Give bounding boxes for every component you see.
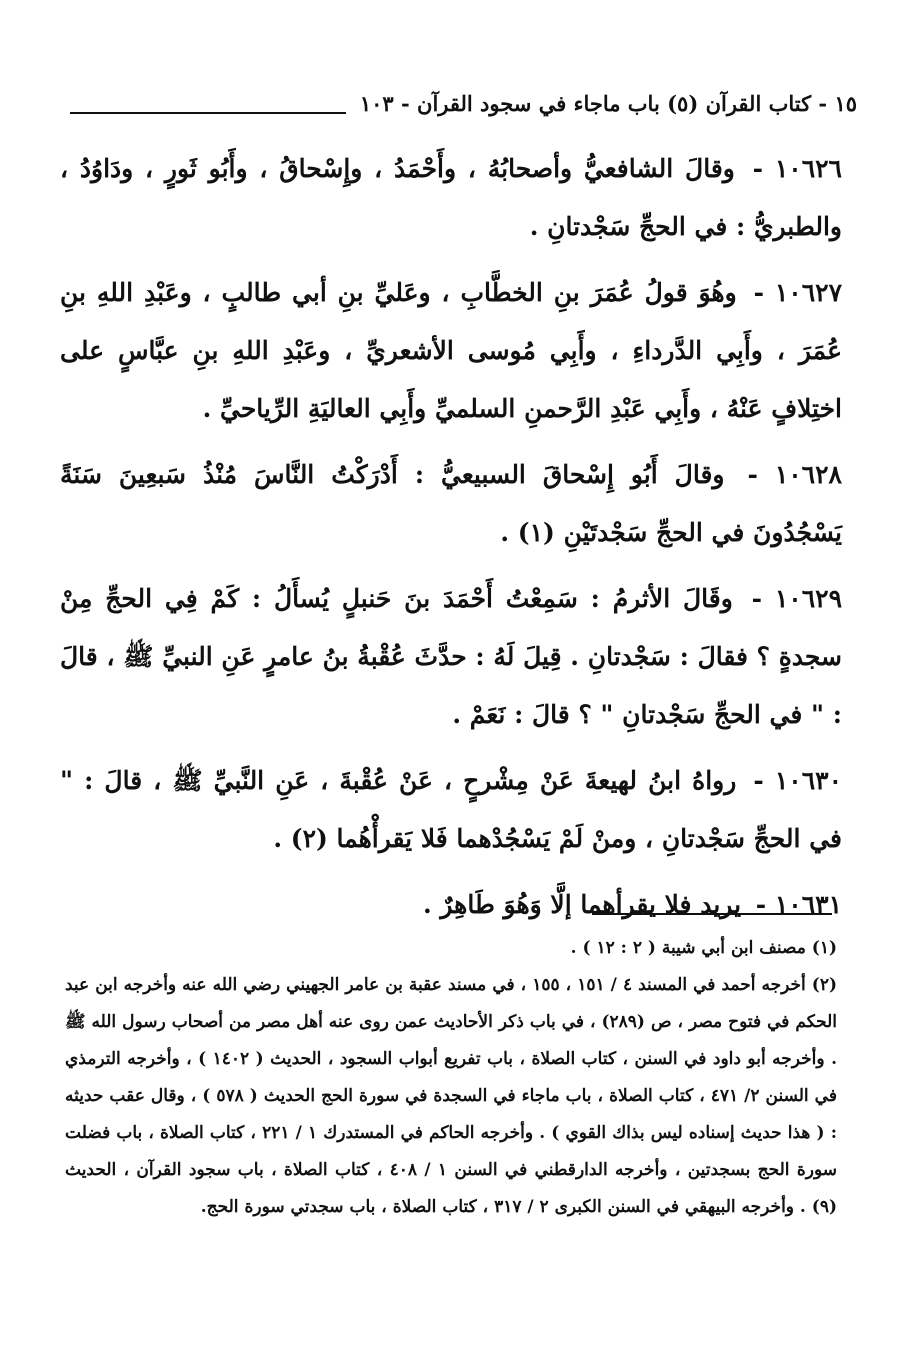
paragraph-10630 (60, 752, 842, 868)
paragraph-text: وقَالَ الأثرمُ : سَمِعْتُ أَحْمَدَ بنَ حَنبلٍ يُسأَلُ : كَمْ فِي الحجِّ مِنْ سجدةٍ ؟ فقالَ : سَجْدتانِ . قِيلَ لَهُ : حدَّثَ عُقْبةُ بنُ عامرٍ عَنِ النبيِّ ﷺ ، قالَ : " في الحجِّ سَجْدتانِ " ؟ قالَ : نَعَمْ . (60, 584, 842, 729)
paragraph-text: وقالَ الشافعيُّ وأصحابُهُ ، وأَحْمَدُ ، وإِسْحاقُ ، وأَبُو ثَورٍ ، ودَاوُدُ ، والطبريُّ : في الحجِّ سَجْدتانِ . (60, 154, 842, 241)
paragraph-text: يريد فلا يقرأهما إلَّا وَهُوَ طَاهِرٌ . (422, 890, 742, 919)
footnote-number: (١) (811, 938, 837, 958)
footnote-rule (592, 913, 832, 915)
paragraph-number: ١٠٦٢٩ - (751, 584, 842, 613)
paragraph-10631 (60, 876, 842, 934)
footnote-text: مصنف ابن أبي شيبة ( ٢ : ١٢ ) . (570, 938, 806, 958)
header-rule (70, 112, 346, 114)
paragraph-10628 (60, 446, 842, 562)
main-text (60, 140, 842, 942)
paragraph-text: وقالَ أَبُو إِسْحاقَ السبيعيُّ : أَدْرَكْتُ النَّاسَ مُنْذُ سَبعِينَ سَنَةً يَسْجُدُونَ في الحجِّ سَجْدتَيْنِ (١) . (60, 460, 842, 547)
footnote-text: أخرجه أحمد في المسند ٤ / ١٥١ ، ١٥٥ ، في مسند عقبة بن عامر الجهيني رضي الله عنه وأخرجه ابن عبد الحكم في فتوح مصر ، ص (٢٨٩) ، في باب ذكر الأحاديث عمن روى عنه أهل مصر من أصحاب رسول الله ﷺ . وأخرجه أبو داود في السنن ، كتاب الصلاة ، باب تفريع أبواب السجود ، الحديث ( ١٤٠٢ ) ، وأخرجه الترمذي في السنن ٢/ ٤٧١ ، كتاب الصلاة ، باب ماجاء في السجدة في سورة الحج الحديث ( ٥٧٨ ) ، وقال عقب حديثه : ( هذا حديث إسناده ليس بذاك القوي ) . وأخرجه الحاكم في المستدرك ١ / ٢٢١ ، كتاب الصلاة ، باب فضلت سورة الحج بسجدتين ، وأخرجه الدارقطني في السنن ١ / ٤٠٨ ، كتاب الصلاة ، باب سجود القرآن ، الحديث (٩) . وأخرجه البيهقي في السنن الكبرى ٢ / ٣١٧ ، كتاب الصلاة ، باب سجدتي سورة الحج. (65, 975, 838, 1217)
paragraph-10627 (60, 264, 842, 438)
footnote-1 (65, 930, 837, 967)
paragraph-number: ١٠٦٢٧ - (753, 278, 842, 307)
paragraph-10629 (60, 570, 842, 744)
paragraph-text: رواهُ ابنُ لهيعةَ عَنْ مِشْرحٍ ، عَنْ عُقْبةَ ، عَنِ النَّبيِّ ﷺ ، قالَ : " في الحجِّ سَجْدتانِ ، ومنْ لَمْ يَسْجُدْهما فَلا يَقرأْهُما (٢) . (60, 766, 842, 853)
paragraph-number: ١٠٦٣٠ - (753, 766, 842, 795)
paragraph-number: ١٠٦٣١ - (755, 890, 842, 919)
footnotes (65, 930, 837, 1226)
page-header (70, 80, 857, 116)
running-head: ١٥ - كتاب القرآن (٥) باب ماجاء في سجود القرآن - ١٠٣ (359, 91, 857, 116)
paragraph-number: ١٠٦٢٦ - (752, 154, 842, 183)
paragraph-10626 (60, 140, 842, 256)
footnote-number: (٢) (811, 975, 838, 995)
paragraph-number: ١٠٦٢٨ - (747, 460, 842, 489)
footnote-2 (65, 967, 837, 1226)
paragraph-text: وهُوَ قولُ عُمَرَ بنِ الخطَّابِ ، وعَليِّ بنِ أبي طالبٍ ، وعَبْدِ اللهِ بنِ عُمَرَ ، وأَبِي الدَّرداءِ ، وأَبِي مُوسى الأشعريِّ ، وعَبْدِ اللهِ بنِ عبَّاسٍ على اختِلافٍ عَنْهُ ، وأَبِي عَبْدِ الرَّحمنِ السلميِّ وأَبِي العاليَةِ الرِّياحيِّ . (60, 278, 842, 423)
